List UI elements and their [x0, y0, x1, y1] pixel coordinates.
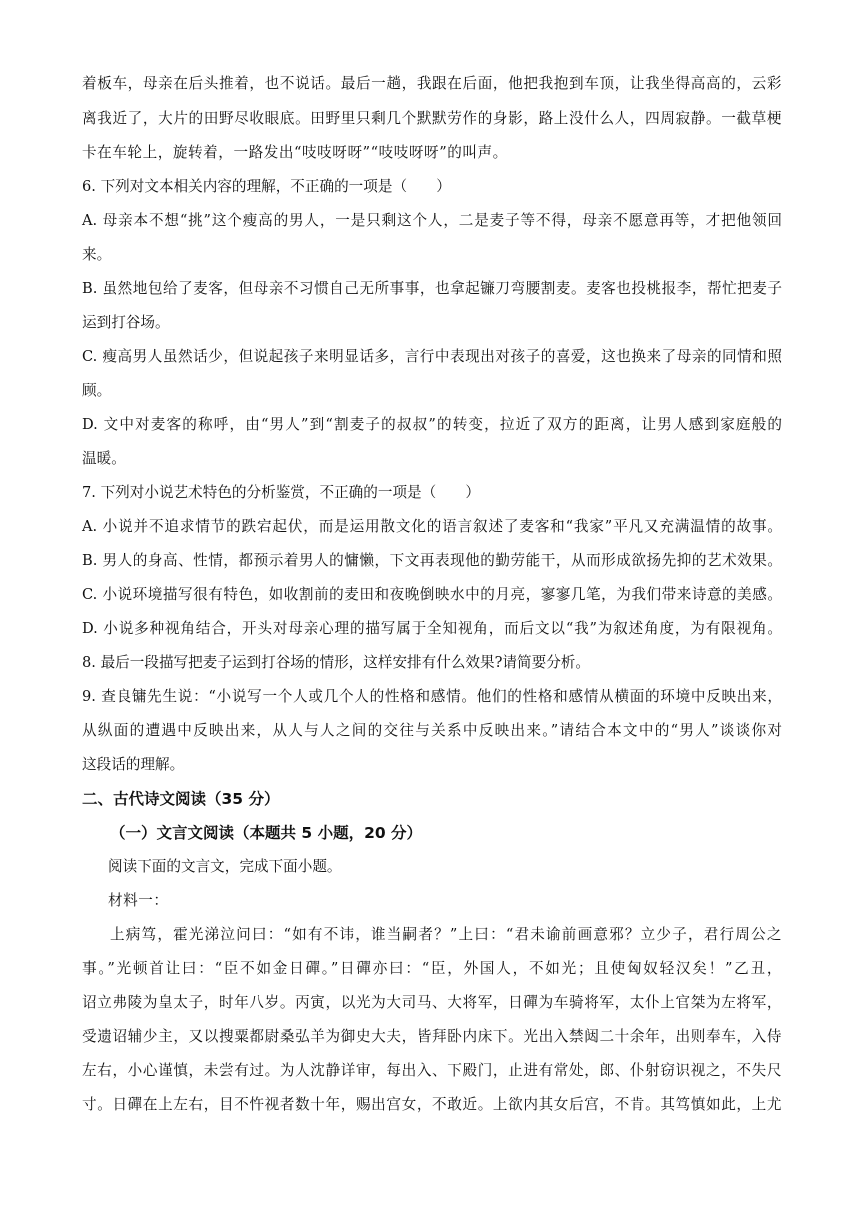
question-7-option-c: C. 小说环境描写很有特色，如收割前的麦田和夜晚倒映水中的月亮，寥寥几笔，为我们带来诗意的美感。	[82, 586, 782, 603]
story-line: 卡在车轮上，旋转着，一路发出“吱吱呀呀”“吱吱呀呀”的叫声。	[82, 144, 508, 161]
story-line: 着板车，母亲在后头推着，也不说话。最后一趟，我跟在后面，他把我抱到车顶，让我坐得高高的，云彩	[82, 75, 782, 92]
question-6-option-a: A. 母亲本不想“挑”这个瘦高的男人，一是只剩这个人，二是麦子等不得，母亲不愿意再等，才把他领回	[82, 212, 782, 229]
question-9-line: 从纵面的遭遇中反映出来，从人与人之间的交往与关系中反映出来。”请结合本文中的“男人”谈谈你对	[82, 722, 782, 739]
material-label: 材料一：	[108, 892, 169, 909]
question-9-line: 这段话的理解。	[82, 756, 185, 773]
question-9-line: 9. 查良镛先生说：“小说写一个人或几个人的性格和感情。他们的性格和感情从横面的环境中反映出来，	[82, 688, 782, 705]
question-8: 8. 最后一段描写把麦子运到打谷场的情形，这样安排有什么效果?请简要分析。	[82, 654, 590, 671]
question-7-option-d: D. 小说多种视角结合，开头对母亲心理的描写属于全知视角，而后文以“我”为叙述角度，为有限视角。	[82, 620, 782, 637]
reading-instruction: 阅读下面的文言文，完成下面小题。	[108, 858, 342, 875]
material-line: 寸。日磾在上左右，目不忤视者数十年，赐出宫女，不敢近。上欲内其女后宫，不肯。其笃慎如此，上尤	[82, 1096, 782, 1113]
question-7-option-b: B. 男人的身高、性情，都预示着男人的慵懒，下文再表现他的勤劳能干，从而形成欲扬先抑的艺术效果。	[82, 552, 782, 569]
story-line: 离我近了，大片的田野尽收眼底。田野里只剩几个默默劳作的身影，路上没什么人，四周寂静。一截草梗	[82, 110, 782, 127]
subsection-title: （一）文言文阅读（本题共 5 小题，20 分）	[110, 824, 423, 842]
question-6-stem: 6. 下列对文本相关内容的理解，不正确的一项是（ ）	[82, 178, 451, 195]
question-7-option-a: A. 小说并不追求情节的跌宕起伏，而是运用散文化的语言叙述了麦客和“我家”平凡又充满温情的故事。	[82, 518, 782, 535]
question-6-option-a-cont: 来。	[82, 246, 112, 263]
material-line: 诏立弗陵为皇太子，时年八岁。丙寅，以光为大司马、大将军，日磾为车骑将军，太仆上官桀为左将军，	[82, 994, 782, 1011]
question-6-option-b: B. 虽然地包给了麦客，但母亲不习惯自己无所事事，也拿起镰刀弯腰割麦。麦客也投桃报李，帮忙把麦子	[82, 280, 782, 297]
question-6-option-d-cont: 温暖。	[82, 450, 126, 467]
question-6-option-b-cont: 运到打谷场。	[82, 314, 170, 331]
question-6-option-c: C. 瘦高男人虽然话少，但说起孩子来明显话多，言行中表现出对孩子的喜爱，这也换来了母亲的同情和照	[82, 348, 782, 365]
section-title: 二、古代诗文阅读（35 分）	[82, 790, 280, 808]
material-line: 事。”光顿首让曰：“臣不如金日磾。”日磾亦曰：“臣，外国人，不如光；且使匈奴轻汉矣！”乙丑，	[82, 960, 782, 977]
question-6-option-c-cont: 顾。	[82, 382, 112, 399]
question-6-option-d: D. 文中对麦客的称呼，由“男人”到“割麦子的叔叔”的转变，拉近了双方的距离，让男人感到家庭般的	[82, 416, 782, 433]
material-line: 受遗诏辅少主，又以搜粟都尉桑弘羊为御史大夫，皆拜卧内床下。光出入禁闼二十余年，出则奉车，入侍	[82, 1028, 782, 1045]
material-line: 左右，小心谨慎，未尝有过。为人沈静详审，每出入、下殿门，止进有常处，郎、仆射窃识视之，不失尺	[82, 1062, 782, 1079]
question-7-stem: 7. 下列对小说艺术特色的分析鉴赏，不正确的一项是（ ）	[82, 484, 481, 501]
material-line: 上病笃，霍光涕泣问曰：“如有不讳，谁当嗣者？”上曰：“君未谕前画意邪？立少子，君行周公之	[110, 926, 782, 943]
